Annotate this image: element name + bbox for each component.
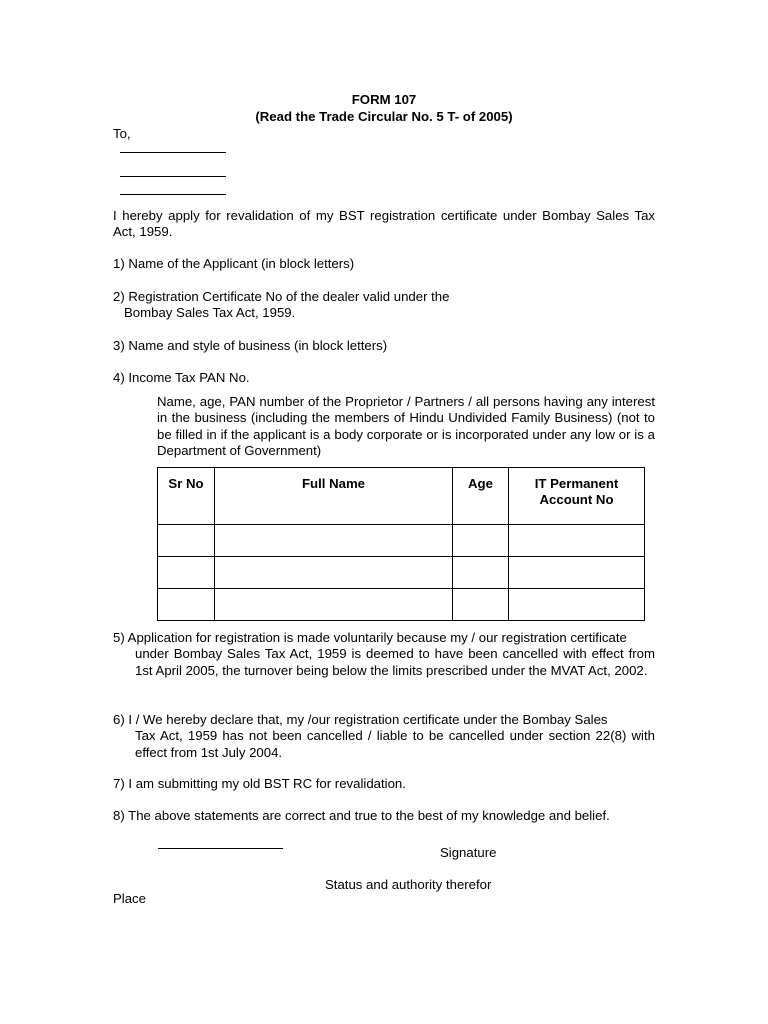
item-5-lead: 5) Application for registration is made voluntarily because my / our registration certificate — [113, 630, 627, 645]
address-line-3 — [120, 194, 226, 195]
table-cell[interactable] — [453, 557, 509, 589]
status-label: Status and authority therefor — [325, 877, 492, 892]
item-4-note: Name, age, PAN number of the Proprietor / Partners / all persons having any interest in the business (including the members of Hindu Undivided Family Business) (not to be filled in if the applicant is a body corporate or is incorporated under any low or is a Department of Government) — [157, 394, 655, 459]
signature-label: Signature — [440, 845, 497, 860]
table-cell[interactable] — [158, 589, 215, 621]
item-7: 7) I am submitting my old BST RC for revalidation. — [113, 776, 406, 791]
header-age: Age — [453, 468, 509, 525]
address-line-1 — [120, 152, 226, 153]
table-row — [158, 557, 645, 589]
item-1: 1) Name of the Applicant (in block letters) — [113, 256, 355, 271]
item-6-rest: Tax Act, 1959 has not been cancelled / liable to be cancelled under section 22(8) with effect from 1st July 2004. — [135, 728, 655, 760]
item-3: 3) Name and style of business (in block letters) — [113, 338, 388, 353]
table-header-row — [158, 468, 645, 525]
item-5 — [113, 630, 655, 679]
header-full-name: Full Name — [215, 468, 453, 525]
to-label: To, — [113, 126, 131, 141]
item-2-line-2: Bombay Sales Tax Act, 1959. — [124, 305, 296, 320]
table-cell[interactable] — [158, 525, 215, 557]
table-cell[interactable] — [509, 557, 645, 589]
item-6 — [113, 712, 655, 761]
persons-table — [157, 467, 645, 621]
header-sr-no: Sr No — [158, 468, 215, 525]
address-line-2 — [120, 176, 226, 177]
table-cell[interactable] — [453, 525, 509, 557]
item-4: 4) Income Tax PAN No. — [113, 370, 250, 385]
place-label: Place — [113, 891, 146, 906]
table-cell[interactable] — [215, 557, 453, 589]
signature-line — [158, 848, 283, 849]
item-2-line-1: 2) Registration Certificate No of the dealer valid under the — [113, 289, 450, 304]
table-cell[interactable] — [509, 589, 645, 621]
header-pan: IT Permanent Account No — [509, 468, 645, 525]
table-cell[interactable] — [509, 525, 645, 557]
item-8: 8) The above statements are correct and true to the best of my knowledge and belief. — [113, 808, 610, 823]
table-row — [158, 525, 645, 557]
table-cell[interactable] — [158, 557, 215, 589]
item-5-rest: under Bombay Sales Tax Act, 1959 is deemed to have been cancelled with effect from 1st April 2005, the turnover being below the limits prescribed under the MVAT Act, 2002. — [135, 646, 655, 678]
table-row — [158, 589, 645, 621]
item-6-lead: 6) I / We hereby declare that, my /our registration certificate under the Bombay Sales — [113, 712, 608, 727]
form-title: FORM 107 — [351, 92, 417, 107]
table-cell[interactable] — [215, 589, 453, 621]
form-subtitle: (Read the Trade Circular No. 5 T- of 2005) — [255, 109, 513, 124]
table-cell[interactable] — [215, 525, 453, 557]
table-cell[interactable] — [453, 589, 509, 621]
intro-paragraph: I hereby apply for revalidation of my BST registration certificate under Bombay Sales Tax Act, 1959. — [113, 208, 655, 240]
